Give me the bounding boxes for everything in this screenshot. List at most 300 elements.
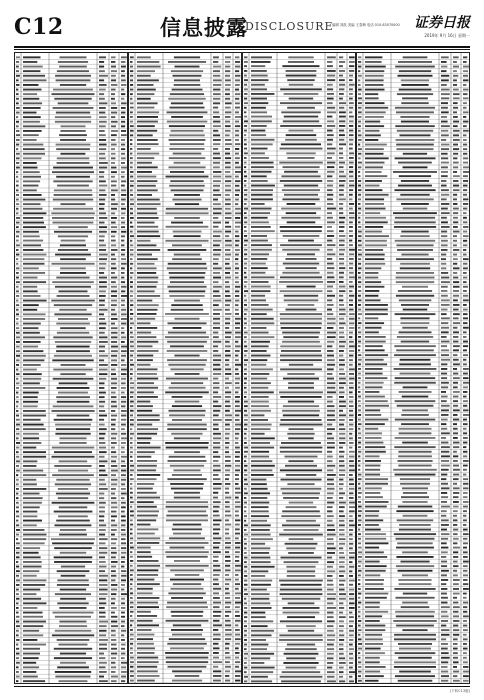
table-row — [357, 336, 470, 339]
table-row — [129, 166, 242, 169]
table-row — [243, 520, 356, 523]
table-row — [129, 414, 242, 417]
table-row — [357, 359, 470, 362]
table-row — [129, 602, 242, 605]
table-row — [129, 111, 242, 114]
table-row — [15, 634, 128, 637]
table-row — [15, 304, 128, 307]
table-row — [357, 185, 470, 188]
table-row — [129, 327, 242, 330]
table-row — [357, 267, 470, 270]
table-row — [357, 606, 470, 609]
table-row — [243, 598, 356, 601]
table-row — [357, 226, 470, 229]
table-row — [129, 199, 242, 202]
table-row — [15, 222, 128, 225]
table-row — [243, 644, 356, 647]
table-row — [129, 235, 242, 238]
table-row — [357, 327, 470, 330]
table-row — [15, 662, 128, 665]
table-row — [243, 350, 356, 353]
table-row — [129, 231, 242, 234]
table-row — [243, 667, 356, 670]
table-row — [15, 607, 128, 610]
table-row — [129, 332, 242, 335]
table-row — [15, 258, 128, 261]
table-row — [129, 318, 242, 321]
table-row — [243, 185, 356, 188]
table-row — [129, 89, 242, 92]
table-row — [129, 474, 242, 482]
table-row — [243, 552, 356, 555]
table-row — [129, 483, 242, 486]
table-row — [243, 580, 356, 588]
table-row — [357, 166, 470, 169]
table-row — [15, 373, 128, 376]
table-row — [357, 134, 470, 137]
table-row — [243, 332, 356, 335]
table-row — [129, 336, 242, 339]
table-row — [15, 644, 128, 652]
table-row — [15, 653, 128, 656]
table-row — [15, 593, 128, 596]
table-row — [357, 189, 470, 192]
table-row — [15, 515, 128, 523]
table-row — [357, 451, 470, 454]
table-row — [15, 226, 128, 229]
table-grid — [129, 53, 242, 684]
table-row — [129, 189, 242, 192]
table-row — [15, 570, 128, 573]
table-row — [129, 125, 242, 128]
table-row — [357, 455, 470, 458]
table-row — [15, 70, 128, 73]
table-row — [15, 309, 128, 312]
table-row — [243, 345, 356, 348]
table-row — [15, 428, 128, 431]
table-row — [129, 629, 242, 632]
table-row — [243, 506, 356, 514]
table-row — [357, 602, 470, 605]
table-row — [15, 483, 128, 486]
table-row — [357, 478, 470, 481]
table-row — [357, 519, 470, 522]
table-row — [15, 369, 128, 372]
table-row — [129, 592, 242, 595]
table-row — [243, 70, 356, 73]
table-row — [243, 607, 356, 610]
table-row — [15, 456, 128, 459]
table-row — [15, 534, 128, 537]
table-row — [15, 231, 128, 234]
table-row — [15, 244, 128, 247]
table-row — [15, 263, 128, 266]
table-row — [243, 313, 356, 316]
table-row — [15, 286, 128, 289]
table-row — [129, 382, 242, 385]
table-row — [243, 502, 356, 505]
table-row — [243, 657, 356, 660]
table-row — [129, 643, 242, 646]
table-row — [243, 75, 356, 78]
table-row — [357, 680, 470, 683]
table-row — [357, 446, 470, 449]
table-row — [15, 502, 128, 505]
table-row — [129, 102, 242, 110]
table-row — [129, 624, 242, 627]
table-row — [129, 419, 242, 422]
table-row — [243, 336, 356, 339]
table-row — [243, 341, 356, 344]
table-row — [129, 579, 242, 582]
table-row — [357, 221, 470, 224]
table-row — [129, 148, 242, 151]
table-row — [243, 557, 356, 560]
table-row — [129, 378, 242, 381]
table-row — [243, 589, 356, 592]
table-row — [357, 231, 470, 234]
table-row — [15, 112, 128, 115]
table-row — [357, 409, 470, 412]
table-row — [357, 629, 470, 632]
table-row — [15, 121, 128, 124]
table-row — [129, 309, 242, 317]
table-row — [243, 88, 356, 91]
table-row — [243, 253, 356, 256]
table-row — [15, 447, 128, 450]
table-grid — [243, 53, 356, 684]
table-row — [129, 212, 242, 215]
table-row — [243, 469, 356, 472]
table-row — [129, 66, 242, 69]
table-row — [15, 524, 128, 527]
table-row — [15, 465, 128, 468]
table-row — [129, 469, 242, 472]
table-row — [15, 474, 128, 477]
table-row — [129, 185, 242, 188]
table-row — [357, 198, 470, 201]
table-row — [357, 79, 470, 82]
table-row — [243, 79, 356, 82]
table-row — [243, 625, 356, 628]
table-row — [243, 639, 356, 642]
table-row — [15, 277, 128, 280]
table-row — [243, 327, 356, 330]
table-row — [357, 130, 470, 133]
table-row — [243, 322, 356, 325]
table-row — [357, 492, 470, 500]
table-row — [129, 647, 242, 650]
table-row — [243, 281, 356, 284]
table-row — [15, 680, 128, 683]
table-row — [129, 396, 242, 399]
table-row — [15, 561, 128, 564]
table-row — [15, 157, 128, 160]
table-row — [243, 566, 356, 569]
table-row — [243, 208, 356, 211]
disclosure-tables — [14, 52, 470, 684]
table-row — [357, 551, 470, 554]
table-row — [243, 479, 356, 482]
table-row — [243, 524, 356, 527]
table-row — [15, 56, 128, 59]
table-row — [243, 488, 356, 491]
table-row — [15, 323, 128, 326]
table-row — [357, 565, 470, 568]
table-row — [129, 433, 242, 436]
table-row — [129, 428, 242, 431]
table-row — [129, 254, 242, 257]
table-row — [243, 120, 356, 123]
table-row — [15, 378, 128, 381]
table-row — [129, 574, 242, 577]
table-row — [357, 157, 470, 165]
table-row — [129, 510, 242, 518]
table-row — [243, 111, 356, 119]
table-row — [15, 254, 128, 257]
table-row — [129, 537, 242, 540]
table-row — [15, 538, 128, 546]
table-row — [15, 98, 128, 101]
table-row — [357, 102, 470, 105]
table-row — [129, 442, 242, 445]
table-column-2 — [128, 52, 242, 684]
table-row — [357, 240, 470, 243]
table-row — [15, 162, 128, 165]
table-row — [15, 579, 128, 582]
table-row — [15, 392, 128, 395]
table-row — [15, 332, 128, 335]
table-row — [129, 208, 242, 211]
table-row — [357, 203, 470, 206]
table-row — [243, 107, 356, 110]
table-row — [357, 299, 470, 302]
table-row — [357, 648, 470, 651]
table-row — [15, 199, 128, 202]
table-row — [129, 588, 242, 591]
table-row — [243, 387, 356, 390]
table-row — [243, 405, 356, 408]
table-row — [357, 533, 470, 536]
table-row — [129, 84, 242, 87]
table-row — [357, 661, 470, 664]
section-title-en: DISCLOSURE — [245, 20, 334, 33]
table-row — [15, 313, 128, 316]
table-row — [15, 657, 128, 660]
table-row — [243, 286, 356, 289]
table-row — [243, 460, 356, 463]
table-row — [15, 79, 128, 82]
table-row — [243, 428, 356, 431]
table-row — [357, 144, 470, 147]
table-row — [129, 373, 242, 376]
table-row — [243, 593, 356, 596]
table-row — [15, 327, 128, 330]
table-row — [129, 345, 242, 348]
table-row — [129, 401, 242, 404]
table-row — [357, 510, 470, 513]
table-row — [129, 134, 242, 137]
table-row — [357, 588, 470, 591]
table-row — [243, 497, 356, 500]
table-row — [15, 346, 128, 349]
table-row — [129, 244, 242, 247]
table-row — [357, 263, 470, 266]
table-row — [129, 497, 242, 500]
table-row — [15, 460, 128, 463]
table-row — [357, 373, 470, 376]
continued-note: (下转C13版) — [449, 689, 470, 693]
table-row — [15, 401, 128, 404]
table-row — [129, 519, 242, 527]
table-row — [129, 528, 242, 536]
newspaper-logo: 证券日报 — [414, 15, 470, 31]
table-row — [129, 121, 242, 124]
table-row — [357, 304, 470, 307]
table-row — [129, 364, 242, 367]
table-row — [357, 483, 470, 486]
table-row — [243, 414, 356, 417]
table-row — [243, 515, 356, 518]
table-row — [15, 75, 128, 78]
table-row — [243, 162, 356, 165]
table-row — [15, 566, 128, 569]
table-row — [357, 474, 470, 477]
table-row — [15, 102, 128, 105]
table-row — [243, 295, 356, 298]
table-row — [357, 121, 470, 124]
masthead-rule-thin — [14, 49, 470, 50]
table-row — [129, 551, 242, 554]
table-row — [357, 620, 470, 623]
table-row — [357, 194, 470, 197]
table-row — [243, 364, 356, 367]
table-row — [243, 235, 356, 238]
table-row — [15, 167, 128, 170]
table-row — [357, 345, 470, 353]
table-row — [15, 676, 128, 679]
table-row — [243, 433, 356, 436]
table-row — [357, 579, 470, 587]
table-row — [15, 267, 128, 270]
table-row — [15, 194, 128, 197]
table-row — [243, 226, 356, 234]
table-row — [15, 479, 128, 482]
table-row — [357, 208, 470, 211]
table-row — [129, 391, 242, 394]
table-row — [243, 272, 356, 275]
table-row — [15, 630, 128, 633]
table-row — [357, 538, 470, 541]
table-row — [357, 295, 470, 298]
table-row — [357, 309, 470, 312]
table-row — [243, 483, 356, 486]
table-row — [129, 162, 242, 165]
table-row — [129, 258, 242, 261]
table-row — [243, 56, 356, 59]
table-row — [243, 465, 356, 468]
table-row — [357, 570, 470, 573]
table-row — [357, 432, 470, 435]
table-row — [243, 543, 356, 546]
table-row — [243, 244, 356, 247]
table-row — [129, 368, 242, 371]
table-row — [243, 676, 356, 679]
table-row — [243, 194, 356, 197]
table-row — [15, 176, 128, 179]
table-row — [357, 171, 470, 179]
table-row — [357, 657, 470, 660]
table-row — [15, 442, 128, 445]
table-row — [15, 208, 128, 211]
table-grid — [357, 53, 470, 684]
table-row — [357, 671, 470, 674]
table-row — [357, 506, 470, 509]
table-row — [15, 93, 128, 96]
table-row — [15, 84, 128, 87]
table-row — [129, 606, 242, 609]
table-row — [15, 171, 128, 174]
table-row — [15, 451, 128, 454]
table-row — [15, 575, 128, 578]
table-row — [357, 254, 470, 257]
table-row — [357, 66, 470, 69]
table-row — [129, 61, 242, 64]
table-row — [129, 263, 242, 266]
table-row — [243, 602, 356, 605]
table-row — [357, 61, 470, 64]
table-row — [243, 612, 356, 615]
table-row — [15, 300, 128, 303]
table-row — [15, 424, 128, 427]
table-row — [243, 171, 356, 174]
table-row — [15, 529, 128, 532]
table-row — [129, 322, 242, 325]
table-row — [357, 148, 470, 151]
table-row — [129, 194, 242, 197]
table-row — [129, 355, 242, 358]
table-row — [15, 125, 128, 128]
table-row — [243, 299, 356, 302]
table-row — [357, 249, 470, 252]
table-row — [15, 405, 128, 408]
table-row — [243, 382, 356, 385]
table-row — [243, 419, 356, 422]
table-column-4 — [356, 52, 470, 684]
table-row — [129, 506, 242, 509]
table-row — [15, 116, 128, 119]
table-row — [129, 569, 242, 572]
table-row — [129, 304, 242, 307]
table-row — [243, 249, 356, 252]
table-column-3 — [242, 52, 356, 684]
table-row — [243, 653, 356, 656]
table-row — [243, 410, 356, 413]
table-row — [15, 144, 128, 147]
table-row — [243, 529, 356, 532]
table-row — [15, 598, 128, 601]
table-row — [129, 456, 242, 464]
table-row — [129, 666, 242, 669]
table-row — [15, 153, 128, 156]
table-row — [357, 212, 470, 215]
table-row — [15, 506, 128, 514]
table-row — [15, 364, 128, 367]
table-row — [15, 433, 128, 436]
table-row — [243, 373, 356, 376]
masthead-rule — [14, 46, 470, 48]
table-row — [129, 597, 242, 600]
